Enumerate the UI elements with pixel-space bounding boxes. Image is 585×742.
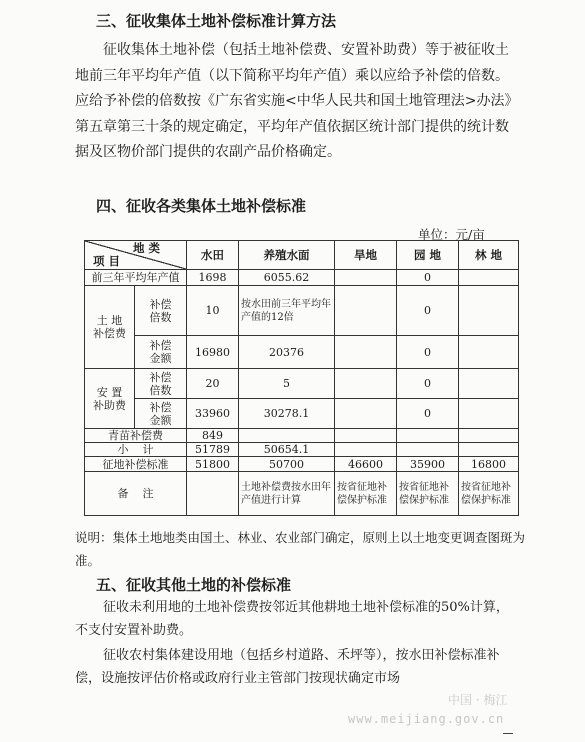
section3-heading: 三、征收集体土地补偿标准计算方法 bbox=[96, 12, 337, 30]
cell: 20 bbox=[187, 369, 239, 399]
cell bbox=[459, 336, 519, 369]
cell bbox=[459, 369, 519, 399]
table-row bbox=[85, 472, 519, 516]
row-label-remarks: 备 注 bbox=[85, 472, 187, 516]
cell bbox=[459, 399, 519, 429]
cell: 50654.1 bbox=[239, 443, 335, 457]
cell: 0 bbox=[397, 286, 459, 336]
cell: 5 bbox=[239, 369, 335, 399]
section5-paragraph-1: 征收未利用地的土地补偿费按邻近其他耕地土地补偿标准的50%计算，不支付安置补助费。 bbox=[75, 600, 509, 638]
cell: 50700 bbox=[239, 457, 335, 472]
unit-label: 单位：元/亩 bbox=[418, 227, 485, 242]
cell: 0 bbox=[397, 369, 459, 399]
cell: 33960 bbox=[187, 399, 239, 429]
section3-paragraph: 征收集体土地补偿（包括土地补偿费、安置补助费）等于被征收土地前三年平均年产值（以下简称平均年产值）乘以应给予补偿的倍数。应给予补偿的倍数按《广东省实施<中华人民共和国土地管理法>办法》第五章第三十条的规定确定，平均年产值依据区统计部门提供的统计数据及区物价部门提供的农副产品价格确定。 bbox=[75, 42, 519, 160]
site-watermark-url: www.meijiang.gov.cn bbox=[348, 712, 505, 726]
row-label-crops: 青苗补偿费 bbox=[85, 429, 187, 443]
row-label-multiple: 补偿 倍数 bbox=[135, 369, 187, 399]
cell bbox=[187, 472, 239, 516]
cell bbox=[335, 443, 397, 457]
section5-heading: 五、征收其他土地的补偿标准 bbox=[96, 576, 292, 594]
cell: 10 bbox=[187, 286, 239, 336]
cell: 16800 bbox=[459, 457, 519, 472]
cell: 35900 bbox=[397, 457, 459, 472]
table-header-row bbox=[85, 241, 519, 270]
col-header-paddy: 水田 bbox=[187, 241, 239, 270]
col-header-aquaculture: 养殖水面 bbox=[239, 241, 335, 270]
table-corner-cell bbox=[85, 241, 187, 270]
row-label-multiple: 补偿 倍数 bbox=[135, 286, 187, 336]
cell bbox=[459, 286, 519, 336]
col-header-garden: 园 地 bbox=[397, 241, 459, 270]
cell bbox=[335, 270, 397, 286]
table-row bbox=[85, 369, 519, 399]
site-watermark-name: 中国 · 梅江 bbox=[448, 693, 508, 707]
row-label-amount: 补偿 金额 bbox=[135, 399, 187, 429]
compensation-table bbox=[84, 240, 519, 516]
corner-item: 项 目 bbox=[93, 254, 121, 268]
row-label-standard: 征地补偿标准 bbox=[85, 457, 187, 472]
cell bbox=[335, 286, 397, 336]
cell bbox=[459, 429, 519, 443]
col-header-forest: 林 地 bbox=[459, 241, 519, 270]
group-label-land-compensation: 土 地 补偿费 bbox=[85, 286, 135, 369]
cell bbox=[335, 336, 397, 369]
group-label-resettlement: 安 置 补助费 bbox=[85, 369, 135, 429]
cell: 51789 bbox=[187, 443, 239, 457]
cell: 按省征地补偿保护标准 bbox=[459, 472, 519, 516]
row-label-subtotal: 小 计 bbox=[85, 443, 187, 457]
section5-paragraph-2: 征收农村集体建设用地（包括乡村道路、禾坪等），按水田补偿标准补偿，设施按评估价格或政府行业主管部门按现状确定市场 bbox=[75, 648, 500, 686]
cell: 按省征地补偿保护标准 bbox=[335, 472, 397, 516]
cell: 849 bbox=[187, 429, 239, 443]
col-header-dryland: 旱地 bbox=[335, 241, 397, 270]
cell bbox=[397, 429, 459, 443]
cell: 0 bbox=[397, 336, 459, 369]
cell bbox=[335, 399, 397, 429]
cell: 0 bbox=[397, 270, 459, 286]
cell: 0 bbox=[397, 399, 459, 429]
table-row bbox=[85, 399, 519, 429]
cell bbox=[335, 429, 397, 443]
cell: 1698 bbox=[187, 270, 239, 286]
table-row bbox=[85, 429, 519, 443]
cell: 20376 bbox=[239, 336, 335, 369]
corner-land-type: 地 类 bbox=[132, 241, 160, 255]
cell bbox=[335, 369, 397, 399]
cell: 16980 bbox=[187, 336, 239, 369]
cell: 6055.62 bbox=[239, 270, 335, 286]
cell bbox=[239, 429, 335, 443]
table-row bbox=[85, 336, 519, 369]
page-mark bbox=[503, 733, 513, 734]
cell: 土地补偿费按水田年产值进行计算 bbox=[239, 472, 335, 516]
cell: 按水田前三年平均年产值的12倍 bbox=[239, 286, 335, 336]
table-row bbox=[85, 270, 519, 286]
cell bbox=[459, 270, 519, 286]
cell bbox=[397, 443, 459, 457]
table-row bbox=[85, 457, 519, 472]
table-row bbox=[85, 286, 519, 336]
cell: 按省征地补偿保护标准 bbox=[397, 472, 459, 516]
cell bbox=[459, 443, 519, 457]
table-note: 说明：集体土地地类由国土、林业、农业部门确定，原则上以土地变更调查图斑为准。 bbox=[75, 530, 526, 568]
cell: 46600 bbox=[335, 457, 397, 472]
row-label-amount: 补偿 金额 bbox=[135, 336, 187, 369]
row-label-avg-output: 前三年平均年产值 bbox=[85, 270, 187, 286]
cell: 51800 bbox=[187, 457, 239, 472]
section4-heading: 四、征收各类集体土地补偿标准 bbox=[96, 197, 307, 215]
cell: 30278.1 bbox=[239, 399, 335, 429]
table-row bbox=[85, 443, 519, 457]
